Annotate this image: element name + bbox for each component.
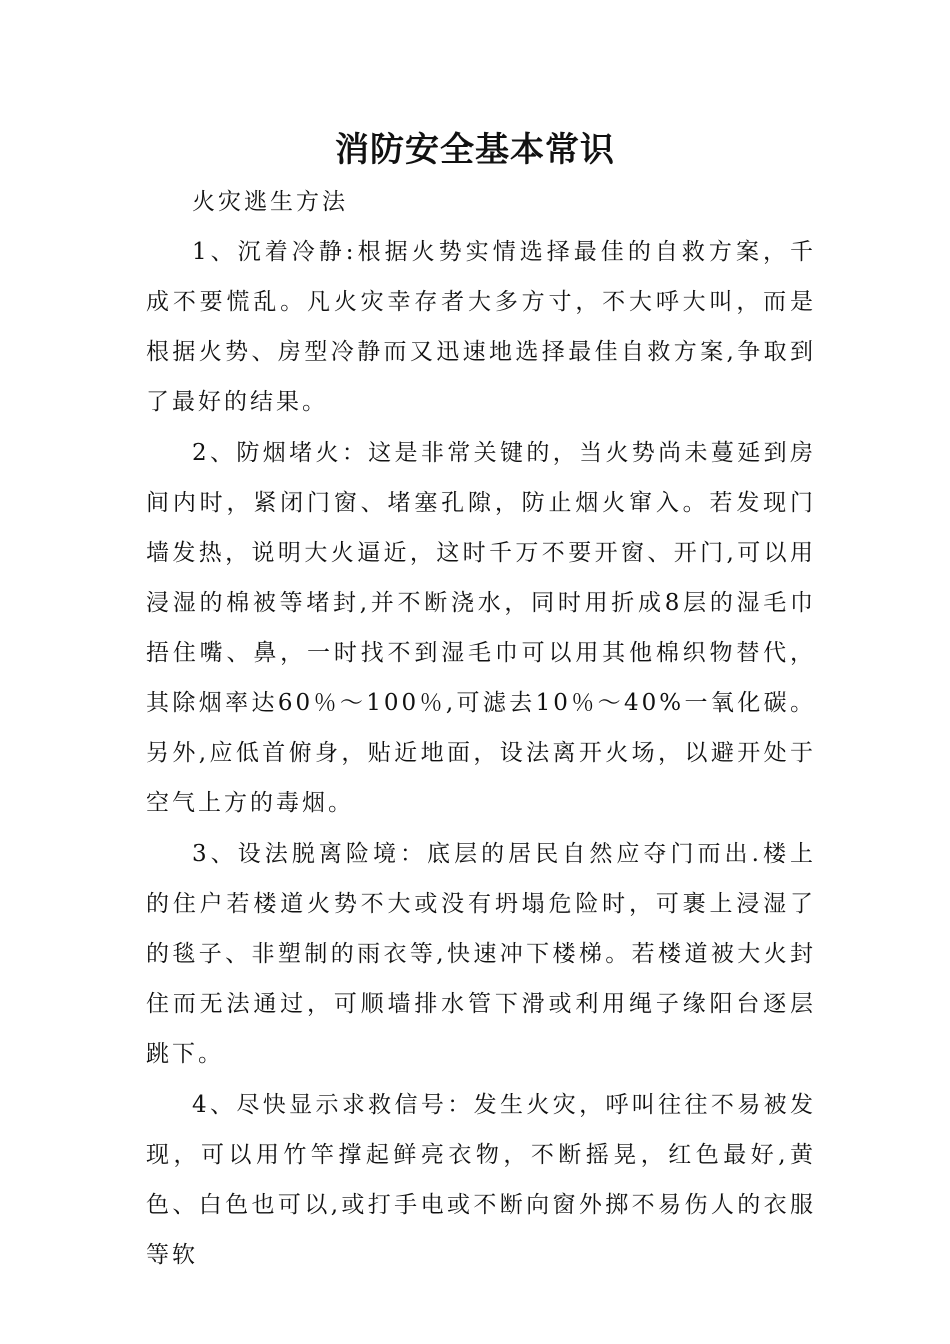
paragraph-escape: 3、设法脱离险境：底层的居民自然应夺门而出.楼上的住户若楼道火势不大或没有坍塌危险时，可裹上浸湿了的毯子、非塑制的雨衣等,快速冲下楼梯。若楼道被大火封住而无法通过，可顺墙排水管下滑或利用绳子缘阳台逐层跳下。 — [146, 841, 816, 1067]
document-body — [146, 177, 816, 1280]
document-title: 消防安全基本常识 — [335, 130, 615, 170]
paragraph-smoke-prevention: 2、防烟堵火：这是非常关键的，当火势尚未蔓延到房间内时，紧闭门窗、堵塞孔隙，防止烟火窜入。若发现门墙发热，说明大火逼近，这时千万不要开窗、开门,可以用浸湿的棉被等堵封,并不断浇水，同时用折成8层的湿毛巾捂住嘴、鼻，一时找不到湿毛巾可以用其他棉织物替代，其除烟率达60％～100％,可滤去10％～40%一氧化碳。另外,应低首俯身，贴近地面，设法离开火场，以避开处于空气上方的毒烟。 — [146, 440, 816, 816]
paragraph-calm: 1、沉着冷静:根据火势实情选择最佳的自救方案，千成不要慌乱。凡火灾幸存者大多方寸，不大呼大叫，而是根据火势、房型冷静而又迅速地选择最佳自救方案,争取到了最好的结果。 — [146, 239, 816, 415]
section-heading: 火灾逃生方法 — [192, 189, 348, 215]
paragraph-rescue-signal: 4、尽快显示求救信号：发生火灾，呼叫往往不易被发现，可以用竹竿撑起鲜亮衣物，不断摇晃，红色最好,黄色、白色也可以,或打手电或不断向窗外掷不易伤人的衣服等软 — [146, 1092, 816, 1268]
